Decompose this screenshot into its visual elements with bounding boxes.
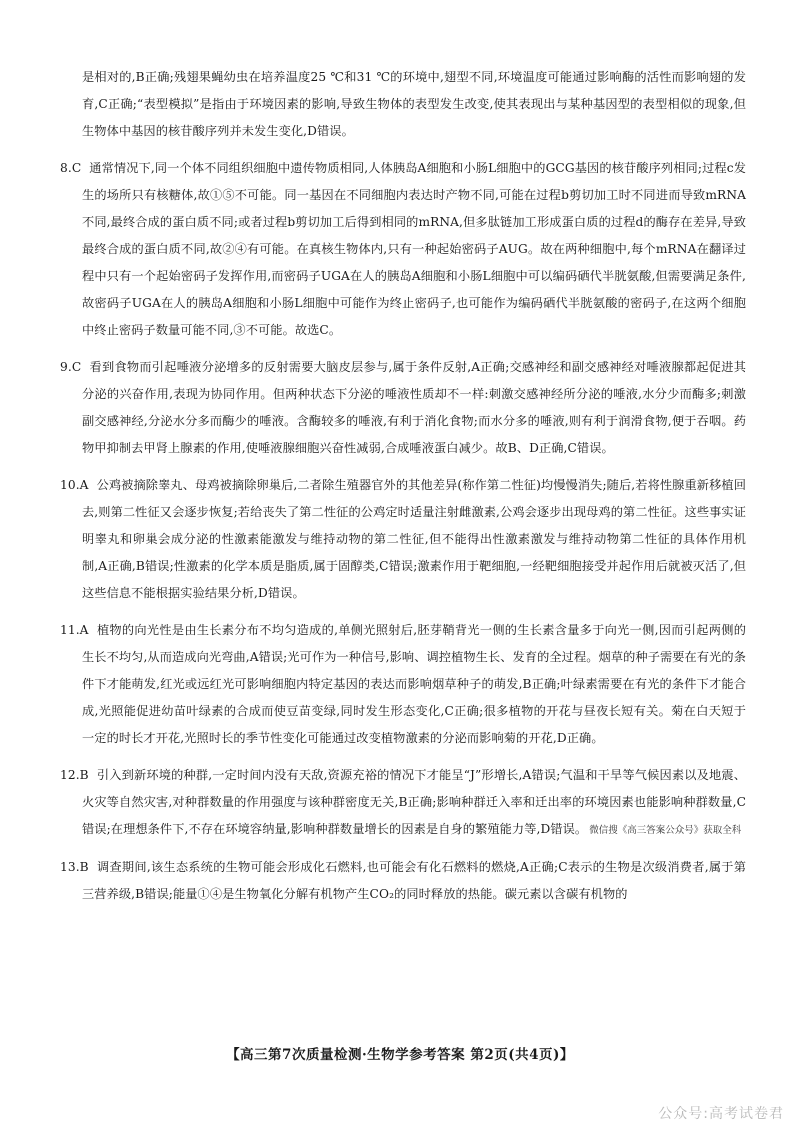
inline-promo-note: 微信搜《高三答案公众号》获取全科 <box>589 825 742 836</box>
answer-number: 9.C <box>60 360 82 374</box>
answer-8 <box>60 155 746 344</box>
answer-12 <box>60 762 746 844</box>
answer-text: 通常情况下,同一个体不同组织细胞中遗传物质相同,人体胰岛A细胞和小肠L细胞中的GCG基因的核苷酸序列相同;过程c发生的场所只有核糖体,故①⑤不可能。同一基因在不同细胞内表达时产物不同,可能在过程b剪切加工时不同进而导致mRNA不同,最终合成的蛋白质不同;或者过程b剪切加工后得到相同的mRNA,但多肽链加工形成蛋白质的过程d的酶存在差异,导致最终合成的蛋白质不同,故②④有可能。在真核生物体内,只有一种起始密码子AUG。故在两种细胞中,每个mRNA在翻译过程中只有一个起始密码子发挥作用,而密码子UGA在人的胰岛A细胞和小肠L细胞中可以编码硒代半胱氨酸,但需要满足条件,故密码子UGA在人的胰岛A细胞和小肠L细胞中可能作为终止密码子,也可能作为编码硒代半胱氨酸的密码子,在这两个细胞中终止密码子数量可能不同,③不可能。故选C。 <box>82 161 746 337</box>
answer-content <box>60 64 746 908</box>
answer-13 <box>60 854 746 908</box>
page-footer: 【高三第7次质量检测·生物学参考答案 第2页(共4页)】 <box>226 1047 574 1063</box>
answer-text: 引入到新环境的种群,一定时间内没有天敌,资源充裕的情况下才能呈“J”形增长,A错误;气温和干旱等气候因素以及地震、火灾等自然灾害,对种群数量的作用强度与该种群密度无关,B正确;影响种群迁入率和迁出率的环境因素也能影响种群数量,C错误;在理想条件下,不存在环境容纳量,影响种群数量增长的因素是自身的繁殖能力等,D错误。 <box>82 768 747 836</box>
answer-text: 是相对的,B正确;残翅果蝇幼虫在培养温度25 ℃和31 ℃的环境中,翅型不同,环境温度可能通过影响酶的活性而影响翅的发育,C正确;“表型模拟”是指由于环境因素的影响,导致生物体的表型发生改变,使其表现出与某种基因型的表型相似的现象,但生物体中基因的核苷酸序列并未发生变化,D错误。 <box>82 70 746 138</box>
watermark-text: 公众号:高考试卷君 <box>658 1106 784 1122</box>
answer-text: 植物的向光性是由生长素分布不均匀造成的,单侧光照射后,胚芽鞘背光一侧的生长素含量多于向光一侧,因而引起两侧的生长不均匀,从而造成向光弯曲,A错误;光可作为一种信号,影响、调控植物生长、发育的全过程。烟草的种子需要在有光的条件下才能萌发,红光或远红光可影响细胞内特定基因的表达而影响烟草种子的萌发,B正确;叶绿素需要在有光的条件下才能合成,光照能促进幼苗叶绿素的合成而使豆苗变绿,同时发生形态变化,C正确;很多植物的开花与昼夜长短有关。菊在白天短于一定的时长才开花,光照时长的季节性变化可能通过改变植物激素的分泌而影响菊的开花,D正确。 <box>82 623 746 745</box>
answer-text: 调查期间,该生态系统的生物可能会形成化石燃料,也可能会有化石燃料的燃烧,A正确;C表示的生物是次级消费者,属于第三营养级,B错误;能量①④是生物氧化分解有机物产生CO₂的同时释放的热能。碳元素以含碳有机物的 <box>82 860 747 901</box>
answer-number: 11.A <box>60 623 89 637</box>
answer-number: 10.A <box>60 478 89 492</box>
answer-text: 看到食物而引起唾液分泌增多的反射需要大脑皮层参与,属于条件反射,A正确;交感神经和副交感神经对唾液腺都起促进其分泌的兴奋作用,表现为协同作用。但两种状态下分泌的唾液性质却不一样:刺激交感神经所分泌的唾液,水分少而酶多;刺激副交感神经,分泌水分多而酶少的唾液。含酶较多的唾液,有利于消化食物;而水分多的唾液,则有利于润滑食物,便于吞咽。药物甲抑制去甲肾上腺素的作用,使唾液腺细胞兴奋性减弱,合成唾液蛋白减少。故B、D正确,C错误。 <box>82 360 746 455</box>
answer-10 <box>60 472 746 607</box>
answer-text: 公鸡被摘除睾丸、母鸡被摘除卵巢后,二者除生殖器官外的其他差异(称作第二性征)均慢慢消失;随后,若将性腺重新移植回去,则第二性征又会逐步恢复;若给丧失了第二性征的公鸡定时适量注射雌激素,公鸡会逐步出现母鸡的第二性征。这些事实证明睾丸和卵巢会成分泌的性激素能激发与维持动物的第二性征,但不能得出性激素激发与维持动物第二性征的具体作用机制,A正确,B错误;性激素的化学本质是脂质,属于固醇类,C错误;激素作用于靶细胞,一经靶细胞接受并起作用后就被灭活了,但这些信息不能根据实验结果分析,D错误。 <box>82 478 746 600</box>
answer-9 <box>60 354 746 462</box>
answer-11 <box>60 617 746 752</box>
answer-number: 12.B <box>60 768 89 782</box>
answer-7-continuation <box>60 64 746 145</box>
answer-number: 8.C <box>60 161 82 175</box>
answer-number: 13.B <box>60 860 89 874</box>
